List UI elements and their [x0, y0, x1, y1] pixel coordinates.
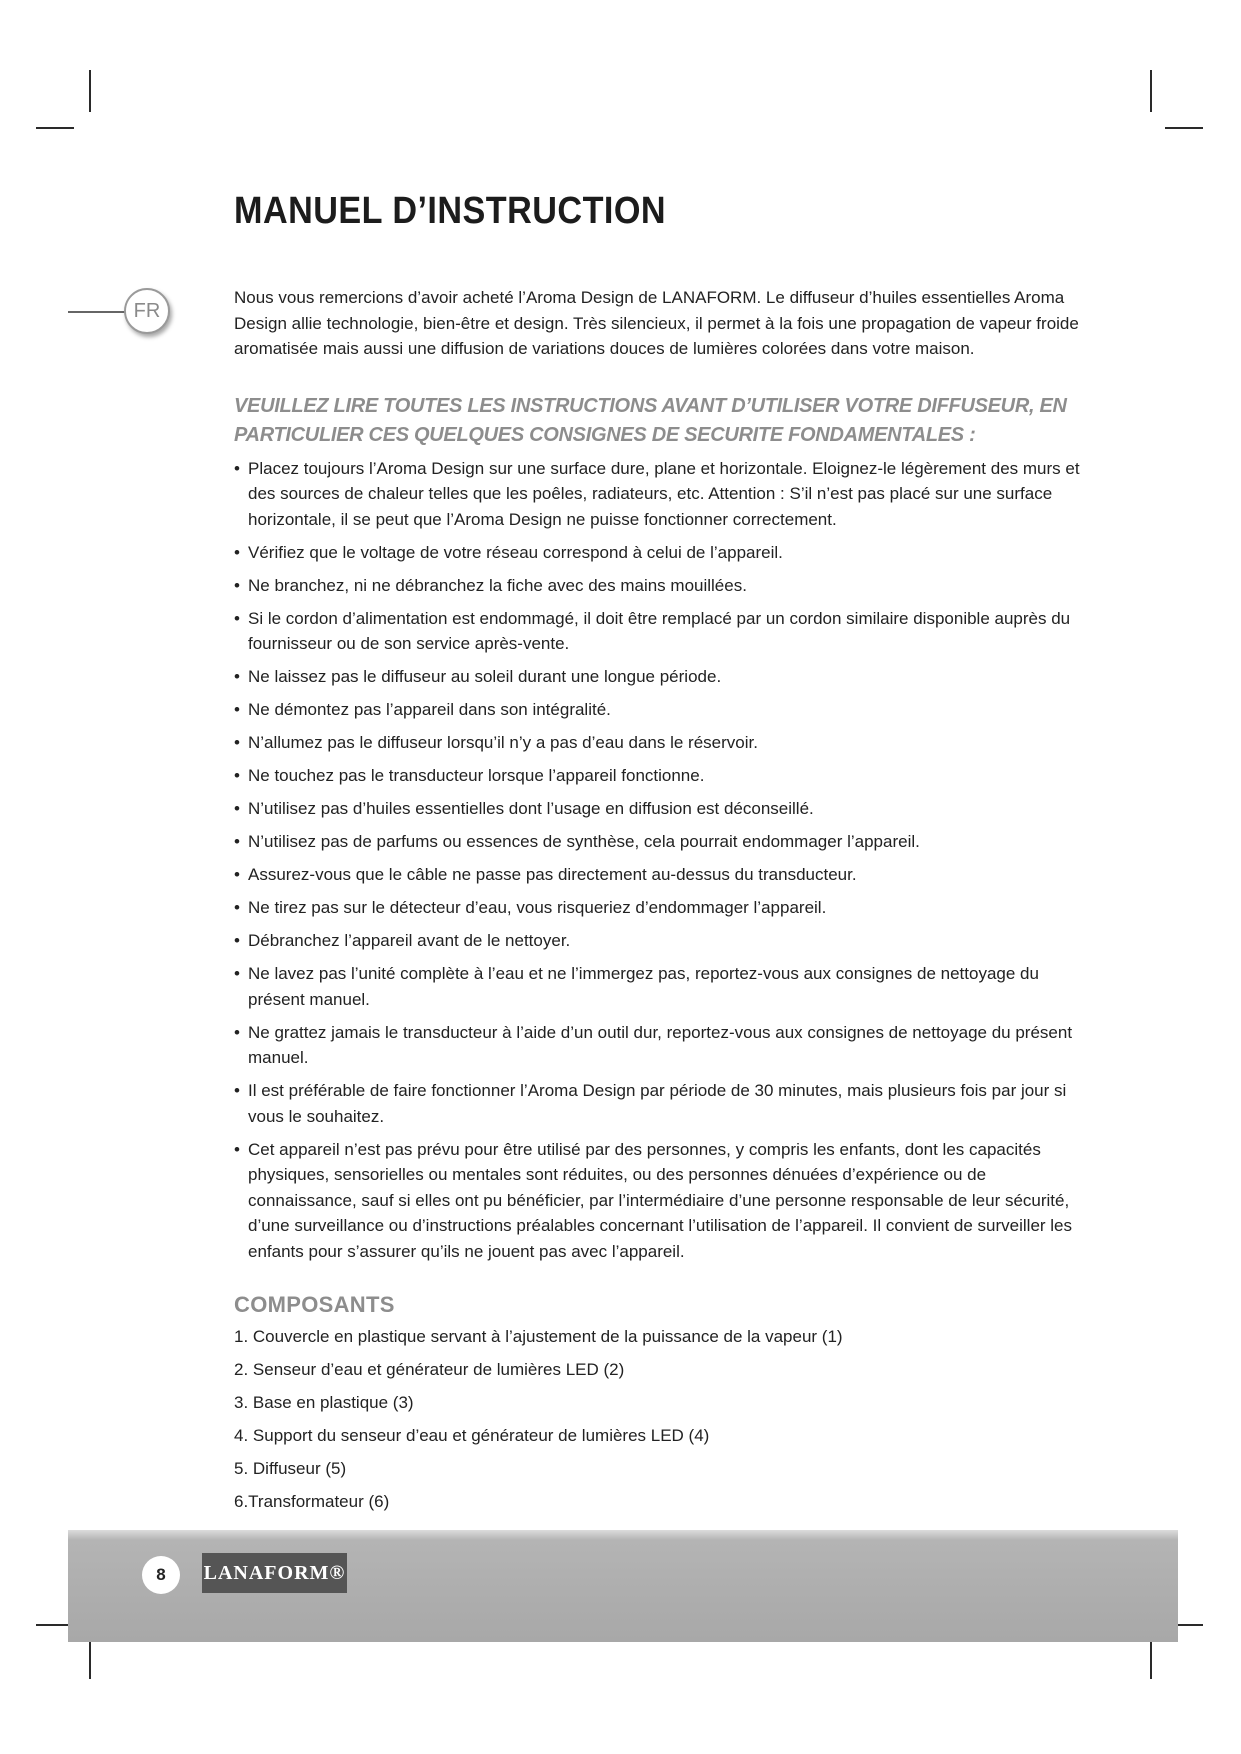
- list-item: 2. Senseur d’eau et générateur de lumières LED (2): [234, 1360, 625, 1379]
- list-item: • Il est préférable de faire fonctionner l’Aroma Design par période de 30 minutes, mais plusieurs fois par jour si vous le souhaitez.: [234, 1078, 1084, 1129]
- list-item: • Si le cordon d’alimentation est endommagé, il doit être remplacé par un cordon similaire disponible auprès du fournisseur ou de son service après-vente.: [234, 606, 1084, 657]
- list-item: • Ne grattez jamais le transducteur à l’aide d’un outil dur, reportez-vous aux consignes de nettoyage du présent manuel.: [234, 1020, 1084, 1071]
- list-item: • Ne touchez pas le transducteur lorsque l’appareil fonctionne.: [234, 763, 1084, 789]
- crop-mark: [36, 127, 74, 129]
- components-heading: COMPOSANTS: [234, 1292, 395, 1317]
- list-item: • Vérifiez que le voltage de votre réseau correspond à celui de l’appareil.: [234, 540, 1084, 566]
- list-item: • Ne lavez pas l’unité complète à l’eau et ne l’immergez pas, reportez-vous aux consignes de nettoyage du présent manuel.: [234, 961, 1084, 1012]
- list-item: • Ne démontez pas l’appareil dans son intégralité.: [234, 697, 1084, 723]
- manual-page: [234, 190, 1084, 1522]
- language-badge: FR: [124, 288, 170, 334]
- language-tab-line: [68, 311, 126, 313]
- page-number: 8: [142, 1556, 180, 1594]
- warning-heading: VEUILLEZ LIRE TOUTES LES INSTRUCTIONS AVANT D’UTILISER VOTRE DIFFUSEUR, EN PARTICULIER CES QUELQUES CONSIGNES DE SECURITE FONDAMENTALES :: [234, 394, 1067, 446]
- crop-mark: [1150, 1637, 1152, 1679]
- list-item: • Cet appareil n’est pas prévu pour être utilisé par des personnes, y compris les enfants, dont les capacités physiques, sensorielles ou mentales sont réduites, ou des personnes dénuées d’expérience ou de connaissance, sauf si elles ont pu bénéficier, par l’intermédiaire d’une personne responsable de leur sécurité, d’une surveillance ou d’instructions préalables concernant l’utilisation de l’appareil. Il convient de surveiller les enfants pour s’assurer qu’ils ne jouent pas avec l’appareil.: [234, 1137, 1084, 1265]
- components-list: [234, 1324, 1084, 1515]
- list-item: 1. Couvercle en plastique servant à l’ajustement de la puissance de la vapeur (1): [234, 1327, 843, 1346]
- list-item: 4. Support du senseur d’eau et générateur de lumières LED (4): [234, 1426, 710, 1445]
- list-item: • N’utilisez pas d’huiles essentielles dont l’usage en diffusion est déconseillé.: [234, 796, 1084, 822]
- list-item: • N’allumez pas le diffuseur lorsqu’il n’y a pas d’eau dans le réservoir.: [234, 730, 1084, 756]
- crop-mark: [1165, 127, 1203, 129]
- list-item: • N’utilisez pas de parfums ou essences de synthèse, cela pourrait endommager l’appareil.: [234, 829, 1084, 855]
- list-item: 3. Base en plastique (3): [234, 1393, 414, 1412]
- crop-mark: [89, 1637, 91, 1679]
- list-item: • Ne laissez pas le diffuseur au soleil durant une longue période.: [234, 664, 1084, 690]
- brand-logo: LANAFORM®: [202, 1553, 347, 1593]
- intro-paragraph: Nous vous remercions d’avoir acheté l’Aroma Design de LANAFORM. Le diffuseur d’huiles essentielles Aroma Design allie technologie, bien-être et design. Très silencieux, il permet à la fois une propagation de vapeur froide aromatisée mais aussi une diffusion de variations douces de lumières colorées dans votre maison.: [234, 288, 1079, 358]
- crop-mark: [89, 70, 91, 112]
- list-item: • Débranchez l’appareil avant de le nettoyer.: [234, 928, 1084, 954]
- list-item: • Ne tirez pas sur le détecteur d’eau, vous risqueriez d’endommager l’appareil.: [234, 895, 1084, 921]
- list-item: • Assurez-vous que le câble ne passe pas directement au-dessus du transducteur.: [234, 862, 1084, 888]
- language-tab: [68, 288, 178, 338]
- list-item: • Ne branchez, ni ne débranchez la fiche avec des mains mouillées.: [234, 573, 1084, 599]
- page-title: MANUEL D’INSTRUCTION: [234, 190, 667, 232]
- list-item: 5. Diffuseur (5): [234, 1459, 347, 1478]
- safety-list: [234, 456, 1084, 1265]
- list-item: • Placez toujours l’Aroma Design sur une surface dure, plane et horizontale. Eloignez-le légèrement des murs et des sources de chaleur telles que les poêles, radiateurs, etc. Attention : S’il n’est pas placé sur une surface horizontale, il se peut que l’Aroma Design ne puisse fonctionner correctement.: [234, 456, 1084, 533]
- list-item: 6.Transformateur (6): [234, 1492, 390, 1511]
- crop-mark: [1150, 70, 1152, 112]
